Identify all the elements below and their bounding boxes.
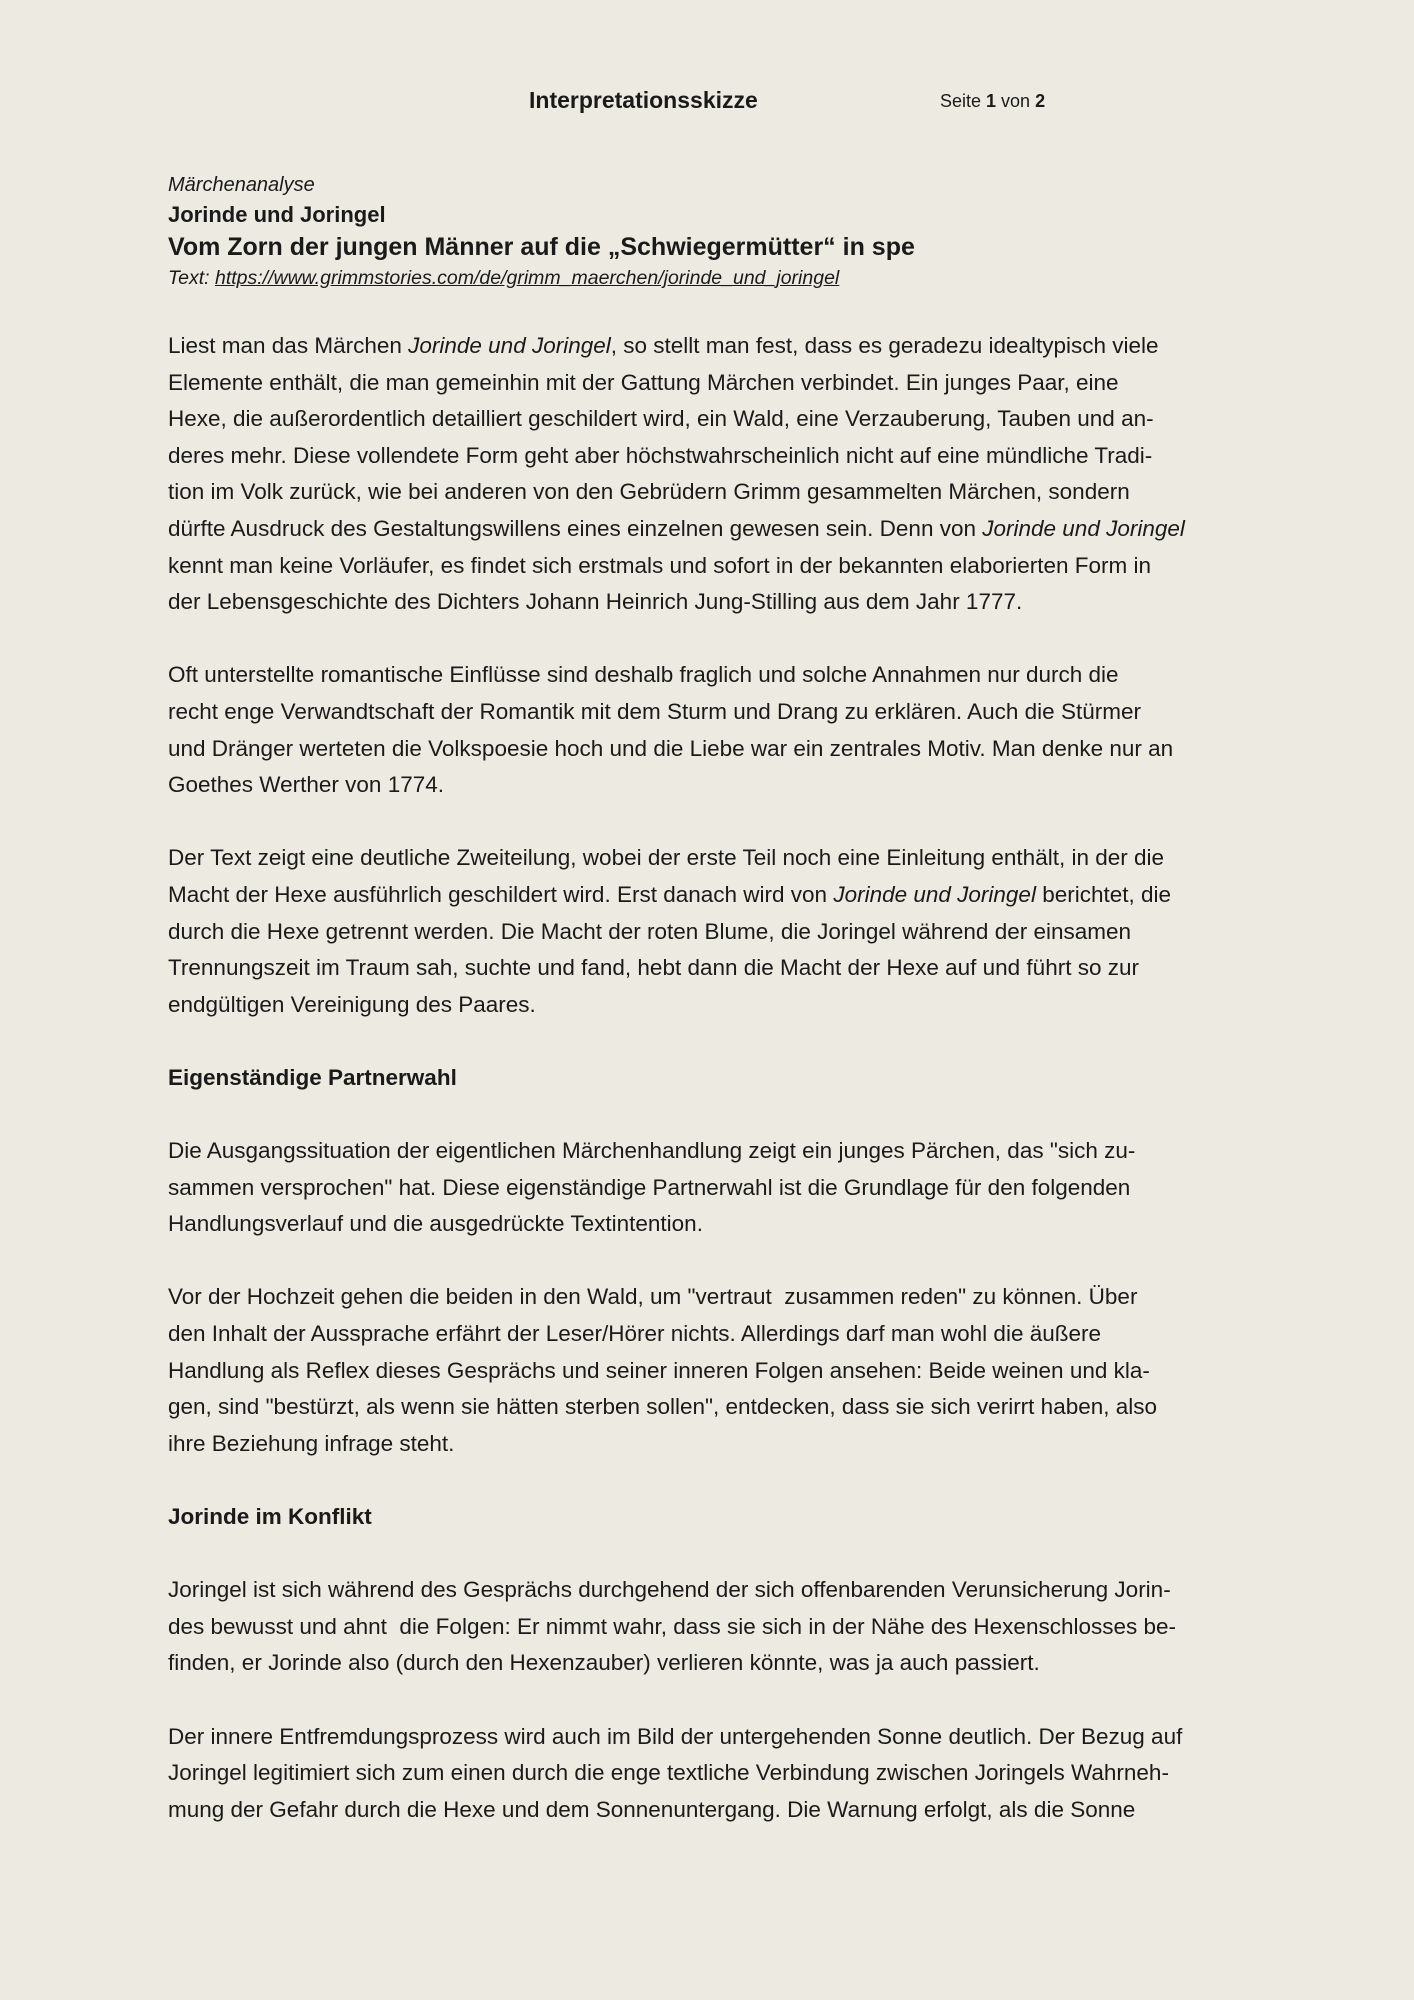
- text-line: Macht der Hexe ausführlich geschildert wird. Erst danach wird von Jorinde und Joringel berichtet, die: [168, 881, 1172, 907]
- text-line: Oft unterstellte romantische Einflüsse sind deshalb fraglich und solche Annahmen nur durch die: [168, 662, 1119, 688]
- source-link[interactable]: https://www.grimmstories.com/de/grimm_maerchen/jorinde_und_joringel: [214, 267, 840, 289]
- page-prefix: Seite: [940, 91, 987, 111]
- text-line: finden, er Jorinde also (durch den Hexenzauber) verlieren könnte, was ja auch passiert.: [168, 1650, 1040, 1676]
- document-kind: Märchenanalyse: [168, 174, 315, 196]
- document-title: Jorinde und Joringel: [168, 202, 386, 227]
- paragraph-joringel-awareness: [168, 1572, 1248, 1682]
- paragraph-initial-situation: [168, 1133, 1248, 1243]
- text-line: der Lebensgeschichte des Dichters Johann Heinrich Jung-Stilling aus dem Jahr 1777.: [168, 589, 1023, 615]
- text-line: kennt man keine Vorläufer, es findet sich erstmals und sofort in der bekannten elaborierten Form in: [168, 552, 1152, 578]
- italic-title: Jorinde und Joringel: [982, 515, 1185, 541]
- document-subtitle: Vom Zorn der jungen Männer auf die „Schwiegermütter“ in spe: [168, 233, 915, 261]
- text-line: Joringel ist sich während des Gesprächs durchgehend der sich offenbarenden Verunsicherung Jorin-: [168, 1577, 1171, 1603]
- text-line: tion im Volk zurück, wie bei anderen von den Gebrüdern Grimm gesammelten Märchen, sondern: [168, 479, 1130, 505]
- text-line: recht enge Verwandtschaft der Romantik mit dem Sturm und Drang zu erklären. Auch die Stürmer: [168, 698, 1141, 724]
- text-line: Goethes Werther von 1774.: [168, 772, 444, 798]
- text-line: durch die Hexe getrennt werden. Die Macht der roten Blume, die Joringel während der einsamen: [168, 918, 1132, 944]
- text-line: deres mehr. Diese vollendete Form geht aber höchstwahrscheinlich nicht auf eine mündliche Tradi-: [168, 442, 1153, 468]
- section-heading-konflikt: Jorinde im Konflikt: [168, 1504, 372, 1529]
- paragraph-sunset: [168, 1719, 1248, 1829]
- text-line: gen, sind "bestürzt, als wenn sie hätten sterben sollen", entdecken, dass sie sich verirrt haben, also: [168, 1394, 1158, 1420]
- text-line: des bewusst und ahnt die Folgen: Er nimmt wahr, dass sie sich in der Nähe des Hexenschlosses be-: [168, 1613, 1177, 1639]
- source-line: [168, 264, 1248, 292]
- text-line: sammen versprochen" hat. Diese eigenständige Partnerwahl ist die Grundlage für den folgenden: [168, 1174, 1131, 1200]
- text-line: Elemente enthält, die man gemeinhin mit der Gattung Märchen verbindet. Ein junges Paar, eine: [168, 369, 1119, 395]
- header-title: Interpretationsskizze: [529, 87, 758, 113]
- paragraph-romantic-influence: [168, 657, 1248, 803]
- italic-title: Jorinde und Joringel: [833, 881, 1036, 907]
- page-current: 1: [986, 91, 997, 111]
- text-line: Handlungsverlauf und die ausgedrückte Textintention.: [168, 1211, 703, 1237]
- text-line: ihre Beziehung infrage steht.: [168, 1430, 455, 1456]
- text-line: Trennungszeit im Traum sah, suchte und fand, hebt dann die Macht der Hexe auf und führt so zur: [168, 955, 1139, 981]
- text-line: Die Ausgangssituation der eigentlichen Märchenhandlung zeigt ein junges Pärchen, das "sich zu-: [168, 1138, 1136, 1164]
- text-line: Der Text zeigt eine deutliche Zweiteilung, wobei der erste Teil noch eine Einleitung enthält, in der die: [168, 845, 1165, 871]
- page-mid: von: [996, 91, 1036, 111]
- text-line: Joringel legitimiert sich zum einen durch die enge textliche Verbindung zwischen Joringels Wahrneh-: [168, 1760, 1169, 1786]
- text-line: mung der Gefahr durch die Hexe und dem Sonnenuntergang. Die Warnung erfolgt, als die Sonne: [168, 1796, 1136, 1822]
- paragraph-structure: [168, 840, 1248, 1023]
- text-line: Hexe, die außerordentlich detailliert geschildert wird, ein Wald, eine Verzauberung, Tauben und an-: [168, 406, 1154, 432]
- paragraph-intro: [168, 328, 1248, 621]
- paragraph-forest-talk: [168, 1279, 1248, 1462]
- italic-title: Jorinde und Joringel: [408, 333, 611, 358]
- text-line: den Inhalt der Aussprache erfährt der Leser/Hörer nichts. Allerdings darf man wohl die äußere: [168, 1321, 1102, 1347]
- text-line: Handlung als Reflex dieses Gesprächs und seiner inneren Folgen ansehen: Beide weinen und kla-: [168, 1357, 1150, 1383]
- text-line: Liest man das Märchen Jorinde und Joringel, so stellt man fest, dass es geradezu idealtypisch viele: [168, 333, 1159, 358]
- page-header: [0, 84, 1414, 120]
- text-line: endgültigen Vereinigung des Paares.: [168, 991, 536, 1017]
- text-line: Der innere Entfremdungsprozess wird auch im Bild der untergehenden Sonne deutlich. Der Bezug auf: [168, 1723, 1183, 1749]
- source-label: Text:: [168, 267, 215, 289]
- text-line: und Dränger werteten die Volkspoesie hoch und die Liebe war ein zentrales Motiv. Man denke nur an: [168, 735, 1174, 761]
- text-line: Vor der Hochzeit gehen die beiden in den Wald, um "vertraut zusammen reden" zu können. Über: [168, 1284, 1138, 1310]
- page-indicator: [940, 86, 1045, 116]
- section-heading-partnerwahl: Eigenständige Partnerwahl: [168, 1064, 457, 1090]
- document-body: [168, 170, 1248, 1828]
- text-line: dürfte Ausdruck des Gestaltungswillens eines einzelnen gewesen sein. Denn von Jorinde und Joringel: [168, 515, 1185, 541]
- page-total: 2: [1035, 91, 1046, 111]
